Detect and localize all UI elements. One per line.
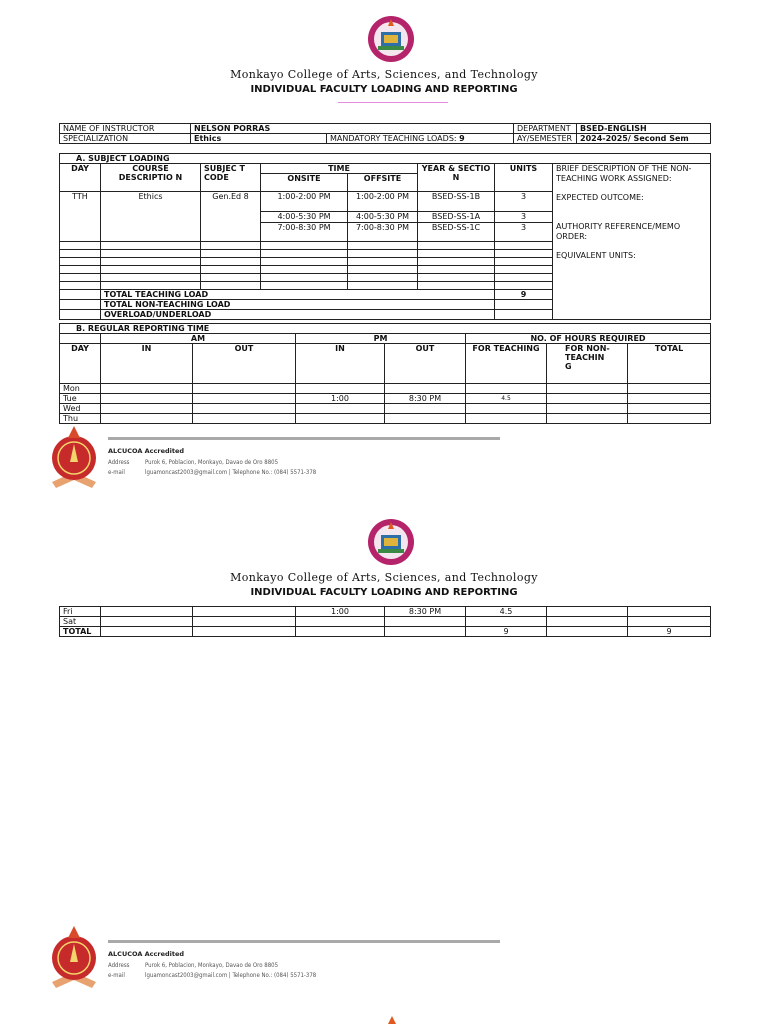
header-pm-in: IN: [296, 344, 385, 384]
total-nonteaching-value: [495, 300, 553, 310]
report-day-total: TOTAL: [60, 627, 101, 637]
alcucoa-seal: [44, 924, 104, 990]
form-title: INDIVIDUAL FACULTY LOADING AND REPORTING: [250, 587, 518, 598]
table-row: [60, 617, 711, 627]
reporting-time-table: [59, 323, 711, 424]
header-day: DAY: [60, 344, 101, 384]
specialization-value: Ethics: [191, 134, 327, 144]
report-teaching-total: 9: [466, 627, 547, 637]
footer-accredited: ALCUCOA Accredited: [108, 950, 185, 958]
row-course: Ethics: [101, 192, 201, 242]
form-title: INDIVIDUAL FACULTY LOADING AND REPORTING: [250, 84, 518, 95]
header-total: TOTAL: [628, 344, 711, 384]
footer-email-label: e-mail: [108, 972, 125, 979]
footer-accredited: ALCUCOA Accredited: [108, 447, 185, 455]
footer-rule: [108, 437, 500, 440]
college-name: Monkayo College of Arts, Sciences, and Technology: [230, 68, 538, 81]
report-day: Mon: [60, 384, 101, 394]
total-nonteaching-label: TOTAL NON-TEACHING LOAD: [101, 300, 495, 310]
instructor-info-table: [59, 123, 711, 144]
header-time: TIME: [261, 164, 418, 174]
row-units: 3: [495, 192, 553, 212]
total-teaching-label: TOTAL TEACHING LOAD: [101, 290, 495, 300]
department-value: BSED-ENGLISH: [577, 124, 711, 134]
row-onsite: 1:00-2:00 PM: [261, 192, 348, 212]
header-onsite: ONSITE: [261, 174, 348, 192]
report-pm-out: 8:30 PM: [385, 607, 466, 617]
row-units: 3: [495, 212, 553, 223]
subject-loading-table: [59, 153, 711, 320]
report-teaching: 4.5: [466, 394, 547, 404]
report-day: Thu: [60, 414, 101, 424]
row-offsite: 7:00-8:30 PM: [348, 223, 418, 242]
footer-email-label: e-mail: [108, 469, 125, 476]
mandatory-load-value: 9: [459, 134, 465, 143]
alcucoa-seal: [44, 424, 104, 490]
section-a-title: A. SUBJECT LOADING: [60, 154, 711, 164]
row-section: BSED-SS-1B: [418, 192, 495, 212]
college-logo: [366, 14, 416, 64]
note-outcome: EXPECTED OUTCOME:: [556, 193, 644, 202]
note-brief: BRIEF DESCRIPTION OF THE NON-TEACHING WORK ASSIGNED:: [556, 164, 692, 183]
table-row: [60, 394, 711, 404]
overload-value: [495, 310, 553, 320]
footer-rule: [108, 940, 500, 943]
header-year-section: YEAR & SECTIO N: [418, 164, 495, 192]
row-onsite: 4:00-5:30 PM: [261, 212, 348, 223]
row-offsite: 1:00-2:00 PM: [348, 192, 418, 212]
header-pm-out: OUT: [385, 344, 466, 384]
overload-label: OVERLOAD/UNDERLOAD: [101, 310, 495, 320]
footer-address-value: Purok 6, Poblacion, Monkayo, Davao de Oro 8805: [145, 459, 279, 466]
report-pm-out: 8:30 PM: [385, 394, 466, 404]
footer-email-value: lguamoncast2003@gmail.com | Telephone No.: (084) 5571-378: [145, 972, 317, 979]
header-for-nonteaching: FOR NON-TEACHIN G: [547, 344, 628, 384]
nonteaching-notes: [553, 164, 711, 320]
footer-address-label: Address: [108, 962, 130, 969]
header-am: AM: [101, 334, 296, 344]
next-page-logo-partial: [380, 1016, 404, 1024]
report-pm-in: 1:00: [296, 394, 385, 404]
row-section: BSED-SS-1A: [418, 212, 495, 223]
report-day: Wed: [60, 404, 101, 414]
title-underline: [338, 102, 448, 103]
row-section: BSED-SS-1C: [418, 223, 495, 242]
report-pm-in: 1:00: [296, 607, 385, 617]
report-day: Fri: [60, 607, 101, 617]
footer-address-label: Address: [108, 459, 130, 466]
header-day: DAY: [60, 164, 101, 192]
report-teaching: 4.5: [466, 607, 547, 617]
college-name: Monkayo College of Arts, Sciences, and Technology: [230, 571, 538, 584]
report-grand-total: 9: [628, 627, 711, 637]
header-for-teaching: FOR TEACHING: [466, 344, 547, 384]
row-units: 3: [495, 223, 553, 242]
note-equivalent: EQUIVALENT UNITS:: [556, 251, 636, 260]
name-value: NELSON PORRAS: [191, 124, 514, 134]
header-pm: PM: [296, 334, 466, 344]
header-hours-required: NO. OF HOURS REQUIRED: [466, 334, 711, 344]
college-logo: [366, 517, 416, 567]
ay-label: AY/SEMESTER: [514, 134, 577, 144]
mandatory-load-cell: [327, 134, 514, 144]
note-authority: AUTHORITY REFERENCE/MEMO ORDER:: [556, 222, 681, 241]
table-row: [60, 384, 711, 394]
row-onsite: 7:00-8:30 PM: [261, 223, 348, 242]
header-subject-code: SUBJEC T CODE: [201, 164, 261, 192]
reporting-time-table-continued: [59, 606, 711, 637]
footer-email-value: lguamoncast2003@gmail.com | Telephone No.: (084) 5571-378: [145, 469, 317, 476]
table-row: [60, 627, 711, 637]
row-day: TTH: [60, 192, 101, 242]
report-day: Tue: [60, 394, 101, 404]
header-units: UNITS: [495, 164, 553, 192]
specialization-label: SPECIALIZATION: [60, 134, 191, 144]
header-offsite: OFFSITE: [348, 174, 418, 192]
header-am-in: IN: [101, 344, 193, 384]
footer-address-value: Purok 6, Poblacion, Monkayo, Davao de Oro 8805: [145, 962, 279, 969]
header-course: COURSE DESCRIPTIO N: [101, 164, 201, 192]
row-code: Gen.Ed 8: [201, 192, 261, 242]
mandatory-load-label: MANDATORY TEACHING LOADS:: [330, 134, 457, 143]
department-label: DEPARTMENT: [514, 124, 577, 134]
header-am-out: OUT: [193, 344, 296, 384]
row-offsite: 4:00-5:30 PM: [348, 212, 418, 223]
ay-value: 2024-2025/ Second Sem: [577, 134, 711, 144]
name-label: NAME OF INSTRUCTOR: [60, 124, 191, 134]
table-row: [60, 607, 711, 617]
table-row: [60, 414, 711, 424]
table-row: [60, 404, 711, 414]
report-day: Sat: [60, 617, 101, 627]
section-b-title: B. REGULAR REPORTING TIME: [60, 324, 711, 334]
total-teaching-value: 9: [495, 290, 553, 300]
